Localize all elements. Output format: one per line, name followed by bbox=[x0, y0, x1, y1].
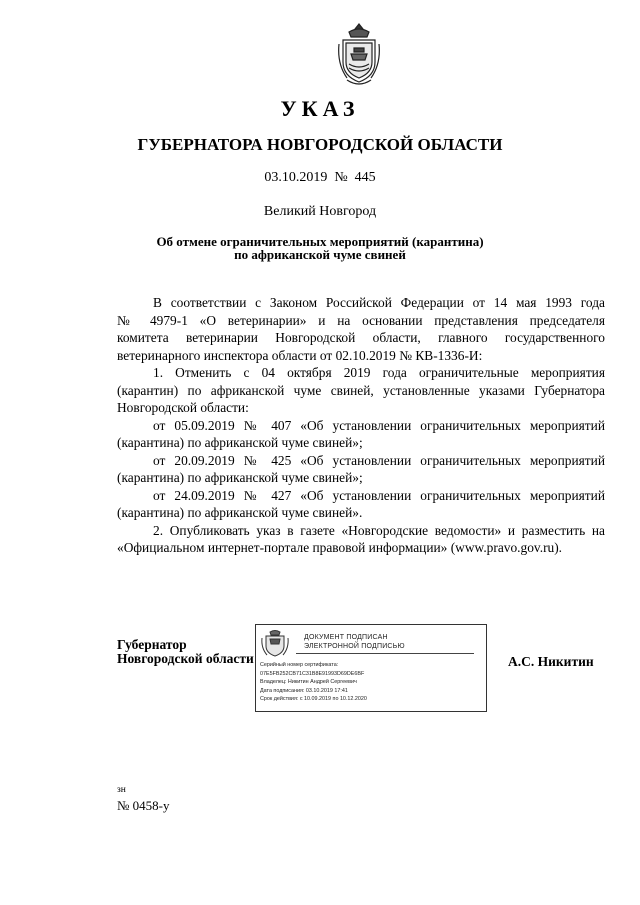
body-line: (карантина) по африканской чуме свиней»; bbox=[117, 435, 363, 450]
body-line: от 20.09.2019 № 425 «Об установлении ограничительных мероприятий bbox=[153, 452, 605, 468]
stamp-serial-value: 07E5FB252CB71C31B8E91993D69DE6BF bbox=[260, 670, 365, 677]
document-heading bbox=[0, 235, 640, 261]
stamp-divider bbox=[296, 653, 474, 654]
body-line: от 05.09.2019 № 407 «Об установлении ограничительных мероприятий bbox=[153, 417, 605, 433]
signer-name: А.С. Никитин bbox=[508, 654, 594, 669]
stamp-validity: Срок действия: с 10.09.2019 по 10.12.2020 bbox=[260, 696, 367, 703]
body-line: 2. Опубликовать указ в газете «Новгородские ведомости» и разместить на bbox=[153, 522, 605, 538]
body-line: от 24.09.2019 № 427 «Об установлении ограничительных мероприятий bbox=[153, 487, 605, 503]
body-line: «Официальном интернет-портале правовой информации» (www.pravo.gov.ru). bbox=[117, 540, 563, 555]
heading-line: Об отмене ограничительных мероприятий (карантина) bbox=[156, 234, 484, 249]
body-line: Новгородской области: bbox=[117, 400, 249, 415]
body-line: (карантина) по африканской чуме свиней». bbox=[117, 505, 363, 520]
body-line: комитета ветеринарии Новгородской области, главного государственного bbox=[117, 330, 605, 345]
document-title: УКАЗ bbox=[280, 96, 360, 121]
stamp-details bbox=[260, 661, 484, 704]
coat-of-arms-icon bbox=[260, 628, 290, 658]
body-line: ветеринарного инспектора области от 02.10.2019 № КВ-1336-И: bbox=[117, 347, 483, 363]
document-date: 03.10.2019 bbox=[264, 170, 328, 185]
stamp-owner: Владелец: Никитин Андрей Сергеевич bbox=[260, 679, 357, 686]
document-body bbox=[117, 294, 605, 557]
stamp-signed-date: Дата подписания: 03.10.2019 17:41 bbox=[260, 687, 348, 694]
issuer-title: ГУБЕРНАТОРА НОВГОРОДСКОЙ ОБЛАСТИ bbox=[137, 135, 503, 154]
body-line: (карантин) по африканской чуме свиней, установленные указами Губернатора bbox=[117, 382, 605, 398]
registration-number: № 0458-у bbox=[117, 798, 170, 813]
document-footer bbox=[117, 782, 169, 814]
city: Великий Новгород bbox=[263, 204, 377, 219]
signer-position-line: Губернатор bbox=[117, 637, 187, 652]
body-line: № 4979-1 «О ветеринарии» и на основании представления председателя bbox=[117, 312, 605, 328]
signer-position bbox=[117, 638, 254, 666]
coat-of-arms-icon bbox=[337, 22, 381, 88]
stamp-heading-line: ДОКУМЕНТ ПОДПИСАН bbox=[304, 634, 388, 641]
body-line: 1. Отменить с 04 октября 2019 года ограничительные мероприятия bbox=[153, 365, 605, 380]
electronic-signature-stamp bbox=[255, 624, 487, 712]
body-line: В соответствии с Законом Российской Федерации от 14 мая 1993 года bbox=[153, 295, 605, 310]
stamp-serial-label: Серийный номер сертификата: bbox=[260, 662, 339, 668]
signer-position-line: Новгородской области bbox=[117, 651, 254, 666]
body-line: (карантина) по африканской чуме свиней»; bbox=[117, 470, 363, 485]
heading-line: по африканской чуме свиней bbox=[234, 247, 406, 262]
stamp-heading bbox=[304, 633, 454, 651]
number-sign: № bbox=[334, 170, 348, 185]
executor-initials: зн bbox=[117, 785, 126, 795]
date-number-line bbox=[0, 170, 640, 186]
stamp-heading-line: ЭЛЕКТРОННОЙ ПОДПИСЬЮ bbox=[304, 643, 405, 650]
document-number: 445 bbox=[354, 170, 376, 185]
